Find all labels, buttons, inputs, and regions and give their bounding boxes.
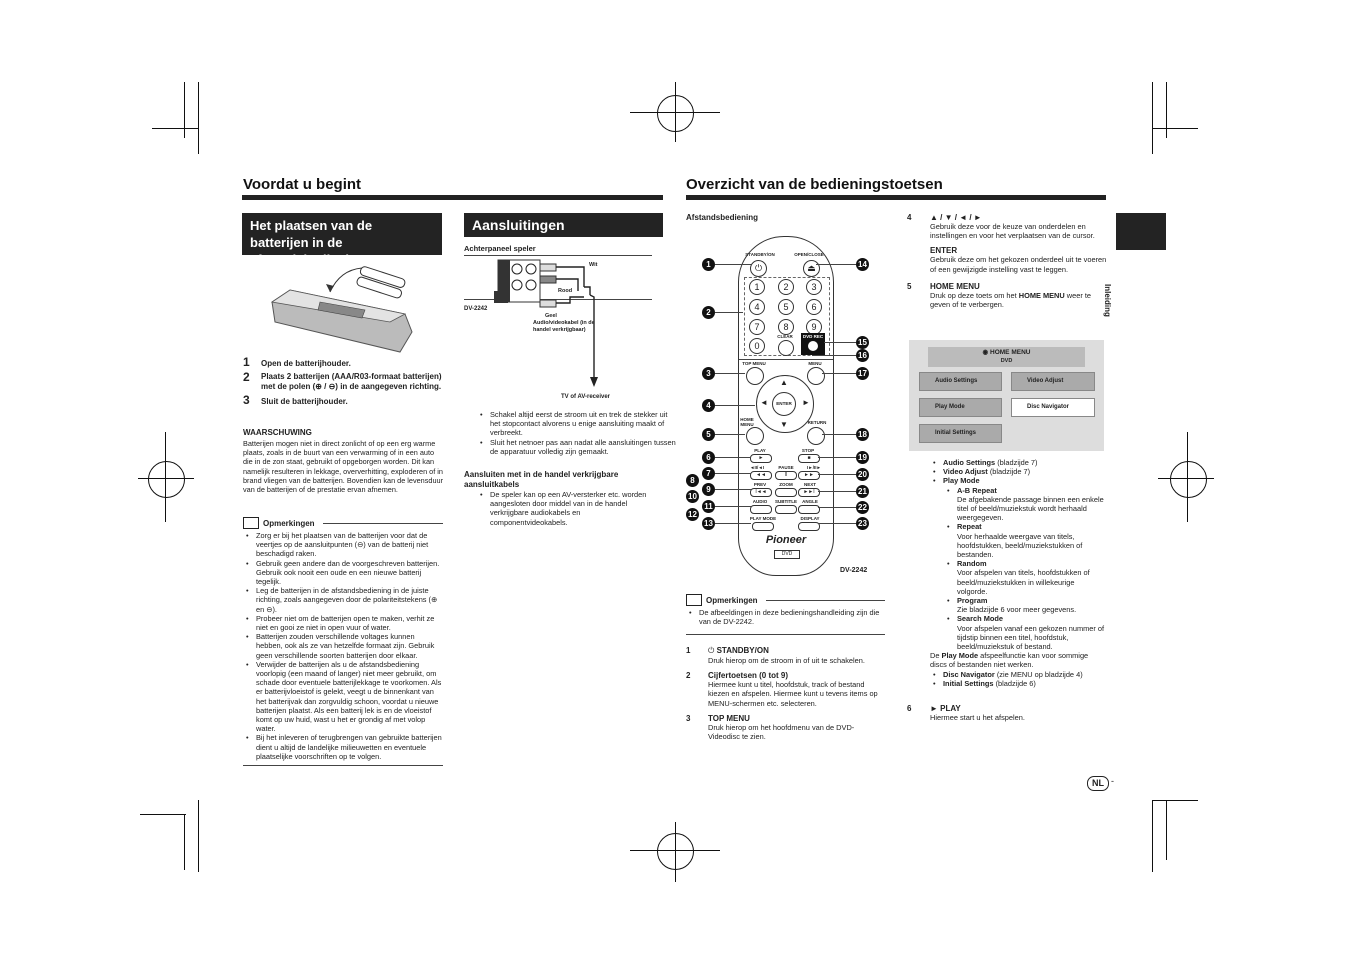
display-label: DISPLAY — [800, 516, 820, 521]
angle-button[interactable] — [798, 505, 820, 514]
audio-button[interactable] — [750, 505, 772, 514]
connections-heading: Aansluitingen — [464, 213, 663, 237]
notes-list — [243, 531, 443, 761]
wit-label: Wit — [589, 262, 598, 268]
list-item: • Leg de batterijen in de afstandsbediening in de juiste richting, zoals aangegeven door de polariteitstekens (⊕ en ⊖). — [256, 586, 443, 614]
digit-0-button[interactable]: 0 — [749, 338, 765, 354]
play-mode-label: PLAY MODE — [749, 516, 777, 521]
leader-line — [715, 405, 755, 406]
remote-notes — [686, 594, 885, 635]
play-mode-button[interactable] — [752, 522, 774, 531]
arrow-left-icon[interactable]: ◄ — [760, 398, 768, 407]
list-item: • Video Adjust (bladzijde 7) — [943, 467, 1106, 476]
leader-line — [715, 523, 751, 524]
leader-line — [822, 434, 856, 435]
disc-icon: ◉ — [982, 349, 991, 356]
leader-line — [818, 507, 856, 508]
callout-17: 17 — [856, 367, 869, 380]
digit-3-button[interactable]: 3 — [806, 279, 822, 295]
list-item: • De speler kan op een AV-versterker etc. worden aangesloten door middel van in de handel verkrijgbare audiokabels en componentvideokabels. — [490, 490, 660, 527]
right-page-title: Overzicht van de bedieningstoetsen — [686, 176, 943, 193]
remote-control — [738, 236, 834, 576]
notes-list — [686, 608, 885, 626]
callout-6: 6 — [702, 451, 715, 464]
enter-button[interactable]: ENTER — [772, 392, 796, 416]
rear-panel-rule-top — [464, 255, 652, 256]
page-number-suffix: - — [1111, 776, 1114, 786]
digit-4-button[interactable]: 4 — [749, 299, 765, 315]
step-fwd-label: I►/II► — [807, 465, 821, 470]
note-icon — [686, 594, 702, 606]
list-item: • Probeer niet om de batterijen open te maken, verhit ze niet en gooi ze niet in open vuur of water. — [256, 614, 443, 632]
home-menu-title-bar: ◉ HOME MENU DVD — [928, 347, 1085, 367]
home-menu-button[interactable] — [746, 427, 764, 445]
geel-label: Geel — [545, 313, 557, 319]
play-mode-note: De Play Mode afspeelfunctie kan voor sommige discs of bestanden niet werken. — [930, 651, 1089, 670]
list-item: • Initial Settings (bladzijde 6) — [943, 679, 1106, 688]
warning-title: WAARSCHUWING — [243, 428, 312, 437]
key-item-3: 3 TOP MENU Druk hierop om het hoofdmenu van de DVD-Videodisc te zien. — [686, 713, 855, 742]
digit-9-button[interactable]: 9 — [806, 319, 822, 335]
arrow-right-icon[interactable]: ► — [802, 398, 810, 407]
list-item: • Random Voor afspelen van titels, hoofdstukken of beeld/muziekstukken in willekeurige volgorde. — [957, 559, 1106, 596]
remote-label: Afstandsbediening — [686, 213, 759, 222]
leader-line — [715, 473, 751, 474]
leader-line — [715, 506, 751, 507]
warning-block — [243, 428, 443, 494]
leader-line — [822, 373, 856, 374]
notes-end-rule — [686, 634, 885, 635]
leader-line — [818, 457, 856, 458]
home-menu-options — [930, 458, 1106, 688]
list-item: • Gebruik geen andere dan de voorgeschreven batterijen. Gebruik ook nooit een oude en een nieuwe batterij tegelijk. — [256, 559, 443, 587]
standby-label: STANDBY/ON — [745, 252, 775, 257]
list-item: • Verwijder de batterijen als u de afstandsbediening voorlopig (een maand of langer) niet meer gebruikt, om schade door eventuele batterijlekkage te voorkomen. Als er batterijvloeistof is gelekt, veegt u de binnenkant van het batterijvak dan zorgvuldig schoon, voordat u nieuwe batterijen plaatst. Als een batterij lek is en de vloeistof komt op uw huid, wast u het er grondig af met volop water. — [256, 660, 443, 734]
notes-header: Opmerkingen — [243, 517, 443, 529]
arrow-up-icon[interactable]: ▲ — [780, 378, 788, 387]
leader-line — [715, 457, 751, 458]
list-item: • Program Zie bladzijde 6 voor meer gegevens. — [957, 596, 1106, 614]
battery-notes — [243, 517, 443, 766]
callout-16: 16 — [856, 349, 869, 362]
standby-button[interactable] — [750, 260, 767, 277]
callout-19: 19 — [856, 451, 869, 464]
callout-12: 12 — [686, 508, 699, 521]
connection-bullets — [478, 410, 676, 456]
callout-14: 14 — [856, 258, 869, 271]
digit-8-button[interactable]: 8 — [778, 319, 794, 335]
callout-5: 5 — [702, 428, 715, 441]
pause-label: PAUSE — [778, 465, 794, 470]
leader-line — [818, 523, 856, 524]
home-menu-screen — [909, 340, 1104, 451]
step-fwd-button[interactable]: ►► — [798, 471, 820, 480]
leader-line — [715, 264, 751, 265]
pioneer-logo: Pioneer — [765, 534, 807, 546]
callout-9: 9 — [702, 483, 715, 496]
list-item: • Bij het inleveren of terugbrengen van gebruikte batterijen dient u altijd de landelijke milieuwetten en eventuele plaatselijke voorschriften op te volgen. — [256, 733, 443, 761]
next-button[interactable]: ►►I — [798, 488, 820, 497]
battery-step: 2 Plaats 2 batterijen (AAA/R03-formaat batterijen) met de polen (⊕ / ⊖) in de aangegeven richting. — [243, 370, 442, 391]
leader-line — [715, 434, 745, 435]
key-item-6: 6 ► PLAY Hiermee start u het afspelen. — [907, 704, 1025, 722]
subtitle-button[interactable] — [775, 505, 797, 514]
audio-settings-button[interactable]: Audio Settings — [919, 372, 1002, 391]
play-label: PLAY — [754, 448, 766, 453]
note-icon — [243, 517, 259, 529]
key-item-1: 1 ⏻ STANDBY/ON Druk hierop om de stroom in of uit te schakelen. — [686, 646, 865, 665]
return-label: RETURN — [807, 420, 827, 425]
menu-label: MENU — [808, 361, 822, 366]
digit-5-button[interactable]: 5 — [778, 299, 794, 315]
power-icon: ⏻ — [754, 263, 763, 273]
callout-8: 8 — [686, 474, 699, 487]
sub-bullets — [478, 490, 660, 527]
notes-header: Opmerkingen — [686, 594, 885, 606]
arrow-down-icon[interactable]: ▼ — [780, 420, 788, 429]
dvd-logo: DVD — [774, 550, 800, 559]
clear-button[interactable] — [778, 340, 794, 356]
callout-18: 18 — [856, 428, 869, 441]
list-item: • Zorg er bij het plaatsen van de batterijen voor dat de veertjes op de aansluitpunten (⊖) van de batterij niet beschadigd raken. — [256, 531, 443, 559]
digit-1-button[interactable]: 1 — [749, 279, 765, 295]
video-adjust-button[interactable]: Video Adjust — [1011, 372, 1095, 391]
leader-line — [812, 355, 856, 356]
home-menu-label: HOME MENU — [740, 417, 754, 427]
list-item: • Audio Settings (bladzijde 7) — [943, 458, 1106, 467]
step-rev-label: ◄II/◄I — [750, 465, 764, 470]
callout-13: 13 — [702, 517, 715, 530]
callout-4: 4 — [702, 399, 715, 412]
subtitle-label: SUBTITLE — [775, 499, 797, 504]
remote-model-label: DV-2242 — [840, 567, 868, 574]
key-descriptions-1 — [686, 646, 886, 741]
stop-button[interactable]: ■ — [798, 454, 820, 463]
angle-label: ANGLE — [802, 499, 818, 504]
sub-heading: Aansluiten met in de handel verkrijgbare aansluitkabels — [464, 470, 619, 489]
list-item: • Repeat Voor herhaalde weergave van titels, hoofdstukken, beeld/muziekstukken of bestanden. — [957, 522, 1106, 559]
section-tab-label: Inleiding — [1103, 284, 1112, 317]
battery-insertion-illustration — [270, 262, 420, 354]
step-rev-button[interactable]: ◄◄ — [750, 471, 772, 480]
list-item: • Batterijen zouden verschillende voltages kunnen hebben, ook als ze van hetzelfde formaat zijn. Gebruik geen verschillende soorten batterijen door elkaar. — [256, 632, 443, 660]
leader-line — [818, 474, 856, 475]
stop-label: STOP — [801, 448, 815, 453]
callout-11: 11 — [702, 500, 715, 513]
open-close-label: OPEN/CLOSE — [794, 252, 824, 257]
callout-7: 7 — [702, 467, 715, 480]
disc-navigator-button[interactable]: Disc Navigator — [1011, 398, 1095, 417]
right-title-rule — [686, 195, 1106, 200]
callout-15: 15 — [856, 336, 869, 349]
left-title-rule — [242, 195, 663, 200]
callout-20: 20 — [856, 468, 869, 481]
battery-steps — [243, 357, 443, 407]
dvd-rec-label: DVD REC — [802, 334, 824, 339]
batteries-heading: Het plaatsen van de batterijen in de afstandsbediening — [242, 213, 442, 255]
zoom-label: ZOOM — [779, 482, 793, 487]
prev-label: PREV — [753, 482, 767, 487]
list-item: • Disc Navigator (zie MENU op bladzijde 4) — [943, 670, 1106, 679]
play-mode-list — [930, 486, 1106, 652]
zoom-button[interactable] — [775, 488, 797, 497]
list-item: • Schakel altijd eerst de stroom uit en trek de stekker uit het stopcontact alvorens u enige aansluiting maakt of verbreekt. — [490, 410, 676, 438]
leader-line — [715, 373, 745, 374]
player-model-label: DV-2242 — [464, 306, 488, 312]
rear-panel-label: Achterpaneel speler — [464, 244, 536, 253]
language-badge: NL — [1087, 776, 1109, 791]
list-item: • A-B Repeat De afgebakende passage binnen een enkele titel of beeld/muziekstuk wordt herhaald weergegeven. — [957, 486, 1106, 523]
audio-label: AUDIO — [752, 499, 768, 504]
open-close-button[interactable] — [803, 260, 820, 277]
top-menu-label: TOP MENU — [742, 361, 766, 366]
warning-text: Batterijen mogen niet in direct zonlicht of op een erg warme plaats, zoals in de buurt van een verwarming of in een auto die in de zon staat, gebruikt of opgeborgen worden. Dit kan namelijk resulteren in lekkage, oververhitting, exploderen of in brand vliegen van de batterijen. Bovendien kan de levensduur van de batterijen of de prestatie ervan afnemen. — [243, 439, 443, 495]
prev-button[interactable]: I◄◄ — [750, 488, 772, 497]
leader-line — [715, 312, 743, 313]
key-descriptions-2: 4 ▲ / ▼ / ◄ / ► Gebruik deze voor de keuze van onderdelen en instellingen en voor het verplaatsen van de cursor. ENTER Gebruik deze om het gekozen onderdeel uit te voeren of een gewijzigde instelling vast te leggen. 5 HOME MENU Druk op deze toets om het HOME MENU weer te geven of te verbergen. — [907, 213, 1107, 310]
battery-step: 1 Open de batterijhouder. — [243, 355, 351, 369]
callout-22: 22 — [856, 501, 869, 514]
menu-list — [930, 458, 1106, 486]
digit-6-button[interactable]: 6 — [806, 299, 822, 315]
battery-step: 3 Sluit de batterijhouder. — [243, 393, 348, 407]
menu-list-2 — [930, 670, 1106, 688]
leader-line — [824, 342, 856, 343]
cable-label: Audio/videokabel (in de handel verkrijgbaar) — [533, 320, 595, 333]
initial-settings-button[interactable]: Initial Settings — [919, 424, 1002, 443]
pause-button[interactable]: II — [775, 471, 797, 480]
leader-line — [816, 264, 856, 265]
top-menu-button[interactable] — [746, 367, 764, 385]
rood-label: Rood — [558, 288, 573, 294]
callout-10: 10 — [686, 490, 699, 503]
return-button[interactable] — [807, 427, 825, 445]
list-item: • Search Mode Voor afspelen vanaf een gekozen nummer of tijdstip binnen een titel, hoofdstuk, beeld/muziekstuk of bestand. — [957, 614, 1106, 651]
callout-23: 23 — [856, 517, 869, 530]
callout-21: 21 — [856, 485, 869, 498]
key-item-2: 2 Cijfertoetsen (0 tot 9) Hiermee kunt u titel, hoofdstuk, track of bestand kiezen en afspelen. Hiermee kunt u tevens items op MENU-schermen etc. selecteren. — [686, 671, 878, 708]
callout-3: 3 — [702, 367, 715, 380]
notes-end-rule — [243, 765, 443, 766]
callout-2: 2 — [702, 306, 715, 319]
play-button[interactable]: ► — [750, 454, 772, 463]
callout-1: 1 — [702, 258, 715, 271]
menu-button[interactable] — [807, 367, 825, 385]
dvd-rec-button[interactable] — [801, 333, 825, 355]
section-tab — [1116, 213, 1166, 250]
left-page-title: Voordat u begint — [243, 176, 362, 193]
display-button[interactable] — [798, 522, 820, 531]
list-item: • Sluit het netnoer pas aan nadat alle aansluitingen tussen de apparatuur volledig zijn gemaakt. — [490, 438, 676, 456]
list-item: • Play Mode — [943, 476, 1106, 485]
clear-label: CLEAR — [777, 334, 793, 339]
next-label: NEXT — [803, 482, 816, 487]
list-item: • De afbeeldingen in deze bedieningshandleiding zijn die van de DV-2242. — [699, 608, 885, 626]
digit-2-button[interactable]: 2 — [778, 279, 794, 295]
play-mode-menu-button[interactable]: Play Mode — [919, 398, 1002, 417]
eject-icon: ⏏ — [807, 263, 816, 273]
power-icon: ⏻ — [708, 646, 717, 655]
tv-label: TV of AV-receiver — [561, 394, 611, 400]
digit-7-button[interactable]: 7 — [749, 319, 765, 335]
leader-line — [818, 491, 856, 492]
leader-line — [715, 489, 751, 490]
